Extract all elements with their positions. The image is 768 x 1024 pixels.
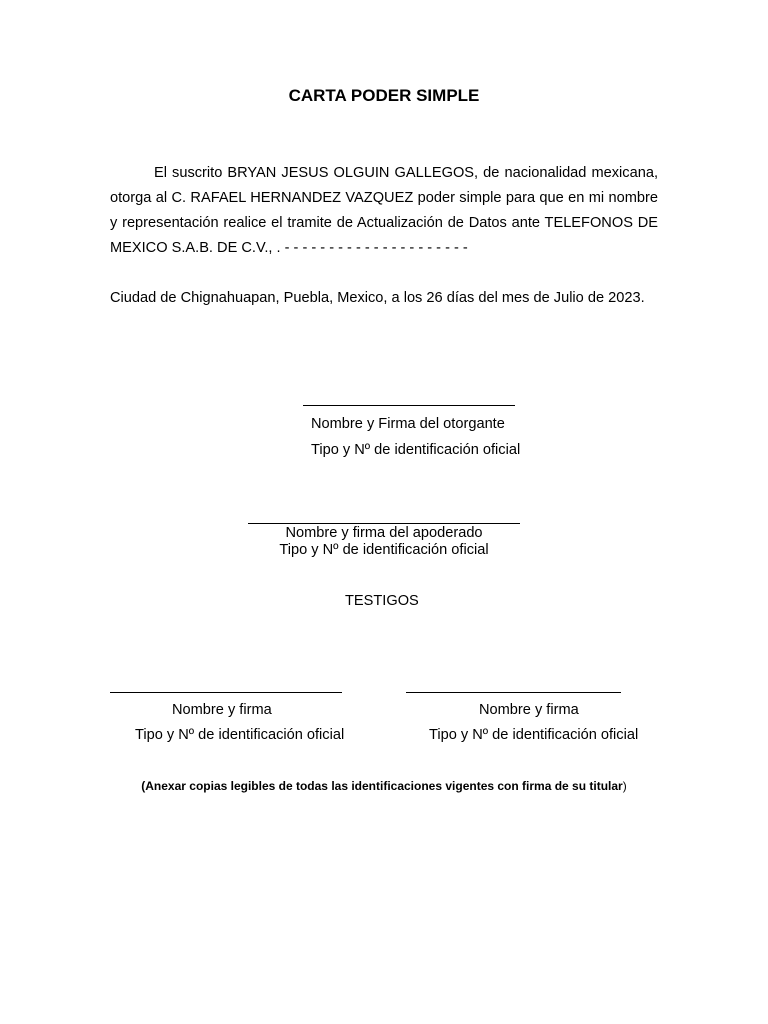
- grantor-signature-line: [303, 405, 515, 406]
- witness-right-signature-line: [406, 692, 621, 693]
- annex-note-text: Anexar copias legibles de todas las identificaciones vigentes con firma de su titular: [145, 779, 623, 793]
- witnesses-heading: TESTIGOS: [345, 593, 419, 609]
- place-date-paragraph: Ciudad de Chignahuapan, Puebla, Mexico, a los 26 días del mes de Julio de 2023.: [110, 290, 645, 306]
- witness-right-name-label: Nombre y firma: [479, 702, 579, 718]
- annex-note-open-paren: (: [141, 779, 146, 793]
- witness-left-id-label: Tipo y Nº de identificación oficial: [135, 727, 345, 743]
- power-of-attorney-paragraph: [110, 161, 658, 261]
- annex-note: [0, 779, 768, 793]
- attorney-signature-line: [248, 523, 520, 524]
- document-title: CARTA PODER SIMPLE: [288, 86, 480, 105]
- witness-right-id-label: Tipo y Nº de identificación oficial: [429, 727, 639, 743]
- attorney-name-label: Nombre y firma del apoderado: [285, 525, 483, 541]
- paragraph-text: El suscrito BRYAN JESUS OLGUIN GALLEGOS, de nacionalidad mexicana, otorga al C. RAFAEL HERNANDEZ VAZQUEZ poder simple para que en mi nombre y representación realice el tramite de Actualización de Datos ante TELEFONOS DE MEXICO S.A.B. DE C.V., . - - - - - - - - - - - - - - - - - - - - -: [110, 165, 658, 256]
- grantor-id-label: Tipo y Nº de identificación oficial: [311, 442, 521, 458]
- grantor-name-label: Nombre y Firma del otorgante: [311, 416, 505, 432]
- attorney-id-label: Tipo y Nº de identificación oficial: [279, 542, 489, 558]
- witness-left-name-label: Nombre y firma: [172, 702, 272, 718]
- witness-left-signature-line: [110, 692, 342, 693]
- annex-note-close-paren: ): [622, 779, 627, 793]
